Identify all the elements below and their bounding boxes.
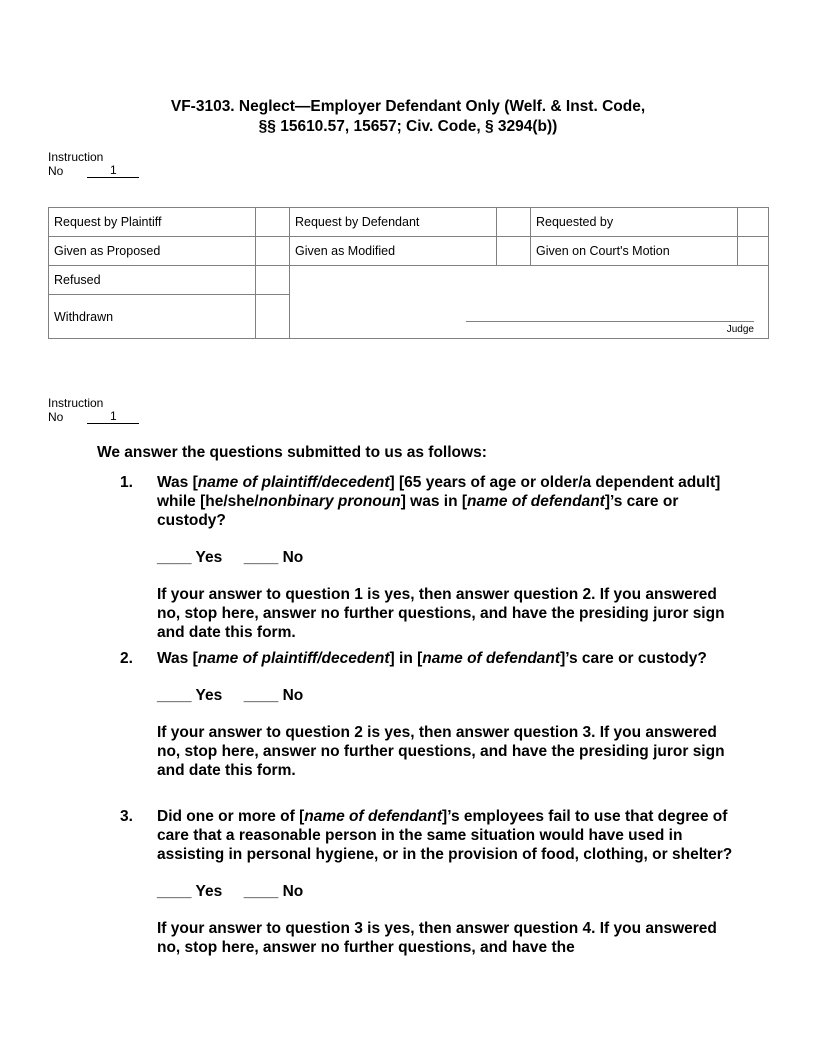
form-title-line1: VF-3103. Neglect—Employer Defendant Only (Welf. & Inst. Code, xyxy=(170,98,646,115)
request-by-defendant-checkbox[interactable] xyxy=(497,208,531,237)
refused-label: Refused xyxy=(49,266,256,295)
requested-by-checkbox[interactable] xyxy=(738,208,769,237)
judge-label: Judge xyxy=(726,324,754,335)
question-text: Was [name of plaintiff/decedent] [65 years of age or older/a dependent adult] while [he/she/nonbinary pronoun] was in [name of defendant]’s care or custody? xyxy=(157,474,721,529)
form-title xyxy=(0,97,816,137)
no-label: No xyxy=(48,164,64,178)
request-by-plaintiff-checkbox[interactable] xyxy=(256,208,290,237)
no-option[interactable]: ____ No xyxy=(243,883,304,900)
given-as-modified-checkbox[interactable] xyxy=(497,237,531,266)
question-followup: If your answer to question 1 is yes, then answer question 2. If you answered no, stop here, answer no further questions, and have the presiding juror sign and date this form. xyxy=(157,586,725,641)
instruction-number-block-top xyxy=(48,150,139,178)
instruction-number-field[interactable]: 1 xyxy=(87,164,139,178)
question-number: 2. xyxy=(120,650,133,667)
given-on-courts-motion-checkbox[interactable] xyxy=(738,237,769,266)
question-followup: If your answer to question 3 is yes, then answer question 4. If you answered no, stop here, answer no further questions, and have the xyxy=(157,920,717,956)
instruction-label: Instruction xyxy=(48,150,104,164)
question-followup: If your answer to question 2 is yes, then answer question 3. If you answered no, stop here, answer no further questions, and have the presiding juror sign and date this form. xyxy=(157,724,725,779)
withdrawn-checkbox[interactable] xyxy=(256,295,290,339)
form-title-line2: §§ 15610.57, 15657; Civ. Code, § 3294(b)) xyxy=(258,118,558,135)
yes-option[interactable]: ____ Yes xyxy=(157,883,223,900)
yes-no-answer[interactable] xyxy=(157,548,740,567)
disposition-table xyxy=(48,207,769,339)
judge-signature-line xyxy=(466,321,754,322)
no-option[interactable]: ____ No xyxy=(243,687,304,704)
yes-no-answer[interactable] xyxy=(157,686,740,705)
question-number: 1. xyxy=(120,474,133,491)
refused-checkbox[interactable] xyxy=(256,266,290,295)
no-label: No xyxy=(48,410,64,424)
judge-signature-area[interactable] xyxy=(290,266,769,339)
given-as-proposed-checkbox[interactable] xyxy=(256,237,290,266)
given-on-courts-motion-label: Given on Court's Motion xyxy=(531,237,738,266)
question-text: Was [name of plaintiff/decedent] in [name of defendant]’s care or custody? xyxy=(157,650,707,667)
no-option[interactable]: ____ No xyxy=(243,549,304,566)
instruction-number-block-bottom xyxy=(48,396,139,424)
yes-option[interactable]: ____ Yes xyxy=(157,687,223,704)
question-2 xyxy=(120,649,740,780)
given-as-modified-label: Given as Modified xyxy=(290,237,497,266)
requested-by-label: Requested by xyxy=(531,208,738,237)
given-as-proposed-label: Given as Proposed xyxy=(49,237,256,266)
instruction-number-field[interactable]: 1 xyxy=(87,410,139,424)
yes-option[interactable]: ____ Yes xyxy=(157,549,223,566)
question-text: Did one or more of [name of defendant]’s employees fail to use that degree of care that a reasonable person in the same situation would have used in assisting in personal hygiene, or in the provision of food, clothing, or shelter? xyxy=(157,808,733,863)
withdrawn-label: Withdrawn xyxy=(49,295,256,339)
instruction-label: Instruction xyxy=(48,396,104,410)
question-1 xyxy=(120,473,740,642)
question-number: 3. xyxy=(120,808,133,825)
yes-no-answer[interactable] xyxy=(157,882,740,901)
request-by-plaintiff-label: Request by Plaintiff xyxy=(49,208,256,237)
verdict-lead-text: We answer the questions submitted to us as follows: xyxy=(97,444,487,461)
request-by-defendant-label: Request by Defendant xyxy=(290,208,497,237)
question-3 xyxy=(120,807,740,957)
